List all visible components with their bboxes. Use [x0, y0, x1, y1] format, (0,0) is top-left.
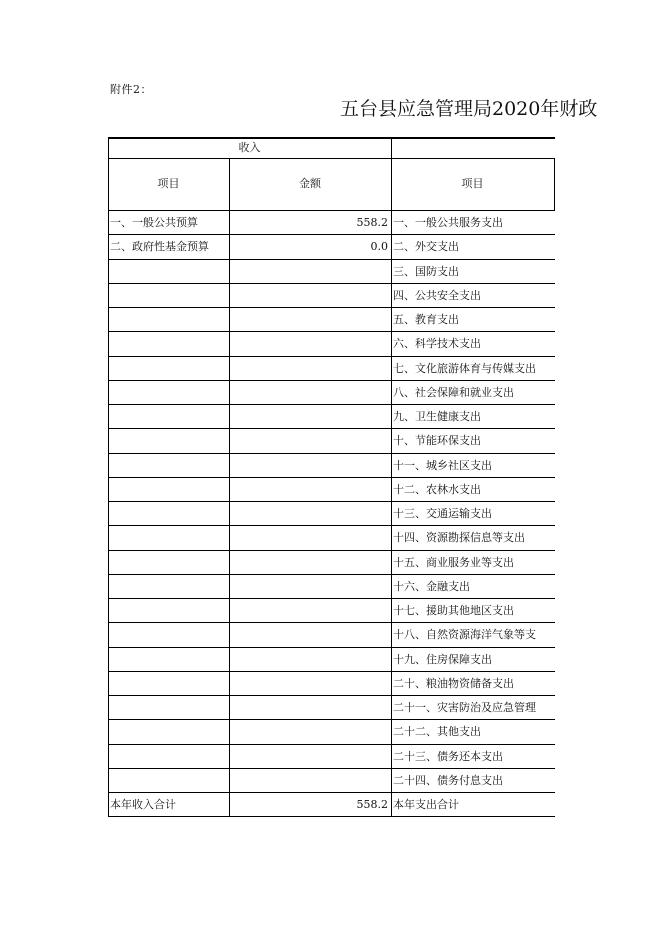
income-amount-cell [230, 260, 391, 284]
income-amount-cell [230, 672, 391, 696]
income-item-cell [110, 478, 228, 502]
income-amount-cell [230, 575, 391, 599]
income-item-cell [110, 332, 228, 356]
expense-item-cell: 十、节能环保支出 [393, 434, 481, 447]
income-item-cell [110, 429, 228, 453]
income-amount-cell [230, 381, 391, 405]
income-item-cell [110, 260, 228, 284]
income-item-cell [110, 526, 228, 550]
expense-item-cell: 二十三、债务还本支出 [393, 750, 503, 763]
income-item-cell [110, 672, 228, 696]
income-amount-cell [230, 696, 391, 720]
income-group-header: 收入 [238, 141, 261, 154]
expense-item-cell: 二十二、其他支出 [393, 725, 481, 738]
expense-item-cell: 十四、资源勘探信息等支出 [393, 531, 525, 544]
income-item-cell [110, 599, 228, 623]
income-amount-cell [230, 623, 391, 647]
income-item-cell [110, 381, 228, 405]
expense-item-cell: 二十一、灾害防治及应急管理 [393, 701, 536, 714]
income-amount-cell [230, 454, 391, 478]
income-item-cell [110, 575, 228, 599]
income-item-cell [110, 720, 228, 744]
income-amount-cell [230, 357, 391, 381]
income-amount-cell [230, 745, 391, 769]
expense-item-cell: 八、社会保障和就业支出 [393, 386, 514, 399]
income-amount-cell [230, 526, 391, 550]
income-amount-cell [230, 429, 391, 453]
expense-item-cell: 十九、住房保障支出 [393, 653, 492, 666]
table-left-border [108, 137, 109, 817]
page-title: 五台县应急管理局2020年财政 [340, 98, 598, 120]
income-item-cell [110, 696, 228, 720]
income-item-cell [110, 357, 228, 381]
income-item-cell: 二、政府性基金预算 [110, 240, 209, 253]
column-divider [391, 137, 392, 817]
income-item-column-header: 项目 [157, 177, 180, 190]
income-amount-cell [230, 648, 391, 672]
expense-item-cell: 十二、农林水支出 [393, 483, 481, 496]
income-amount-cell [230, 308, 391, 332]
income-item-cell [110, 551, 228, 575]
income-amount-cell [230, 478, 391, 502]
income-item-cell [110, 648, 228, 672]
income-item-cell [110, 454, 228, 478]
income-item-cell [110, 745, 228, 769]
expense-item-cell: 五、教育支出 [393, 313, 459, 326]
income-item-cell [110, 623, 228, 647]
expense-item-cell: 二十、粮油物资储备支出 [393, 677, 514, 690]
expense-item-cell: 三、国防支出 [393, 265, 459, 278]
income-item-cell [110, 284, 228, 308]
expense-item-cell: 六、科学技术支出 [393, 337, 481, 350]
expense-item-cell: 本年支出合计 [393, 798, 459, 811]
income-amount-cell: 558.2 [356, 798, 388, 811]
header-divider [108, 158, 555, 159]
expense-item-column-header: 项目 [461, 177, 484, 190]
expense-item-cell: 十三、交通运输支出 [393, 507, 492, 520]
income-item-cell [110, 405, 228, 429]
expense-item-cell: 九、卫生健康支出 [393, 410, 481, 423]
attachment-label: 附件2： [110, 83, 152, 96]
expense-item-cell: 十六、金融支出 [393, 580, 470, 593]
income-amount-cell [230, 720, 391, 744]
income-amount-cell: 558.2 [356, 216, 388, 229]
income-amount-cell: 0.0 [370, 240, 388, 253]
income-amount-column-header: 金额 [299, 177, 321, 190]
expense-item-cell: 十七、援助其他地区支出 [393, 604, 514, 617]
expense-item-cell: 七、文化旅游体育与传媒支出 [393, 362, 536, 375]
expense-item-cell: 一、一般公共服务支出 [393, 216, 503, 229]
expense-item-cell: 十五、商业服务业等支出 [393, 556, 514, 569]
expense-item-cell: 二十四、债务付息支出 [393, 774, 503, 787]
expense-item-cell: 二、外交支出 [393, 240, 459, 253]
income-item-cell [110, 502, 228, 526]
expense-item-cell: 十八、自然资源海洋气象等支 [393, 628, 536, 641]
income-item-cell [110, 308, 228, 332]
income-amount-cell [230, 551, 391, 575]
expense-item-cell: 十一、城乡社区支出 [393, 459, 492, 472]
income-amount-cell [230, 284, 391, 308]
income-item-cell [110, 769, 228, 793]
income-amount-cell [230, 502, 391, 526]
income-item-cell: 本年收入合计 [110, 798, 176, 811]
income-amount-cell [230, 769, 391, 793]
header-right-border [554, 158, 555, 210]
income-amount-cell [230, 332, 391, 356]
income-amount-cell [230, 599, 391, 623]
income-item-cell: 一、一般公共预算 [110, 216, 198, 229]
table-top-border [108, 137, 555, 139]
income-amount-cell [230, 405, 391, 429]
expense-item-cell: 四、公共安全支出 [393, 289, 481, 302]
